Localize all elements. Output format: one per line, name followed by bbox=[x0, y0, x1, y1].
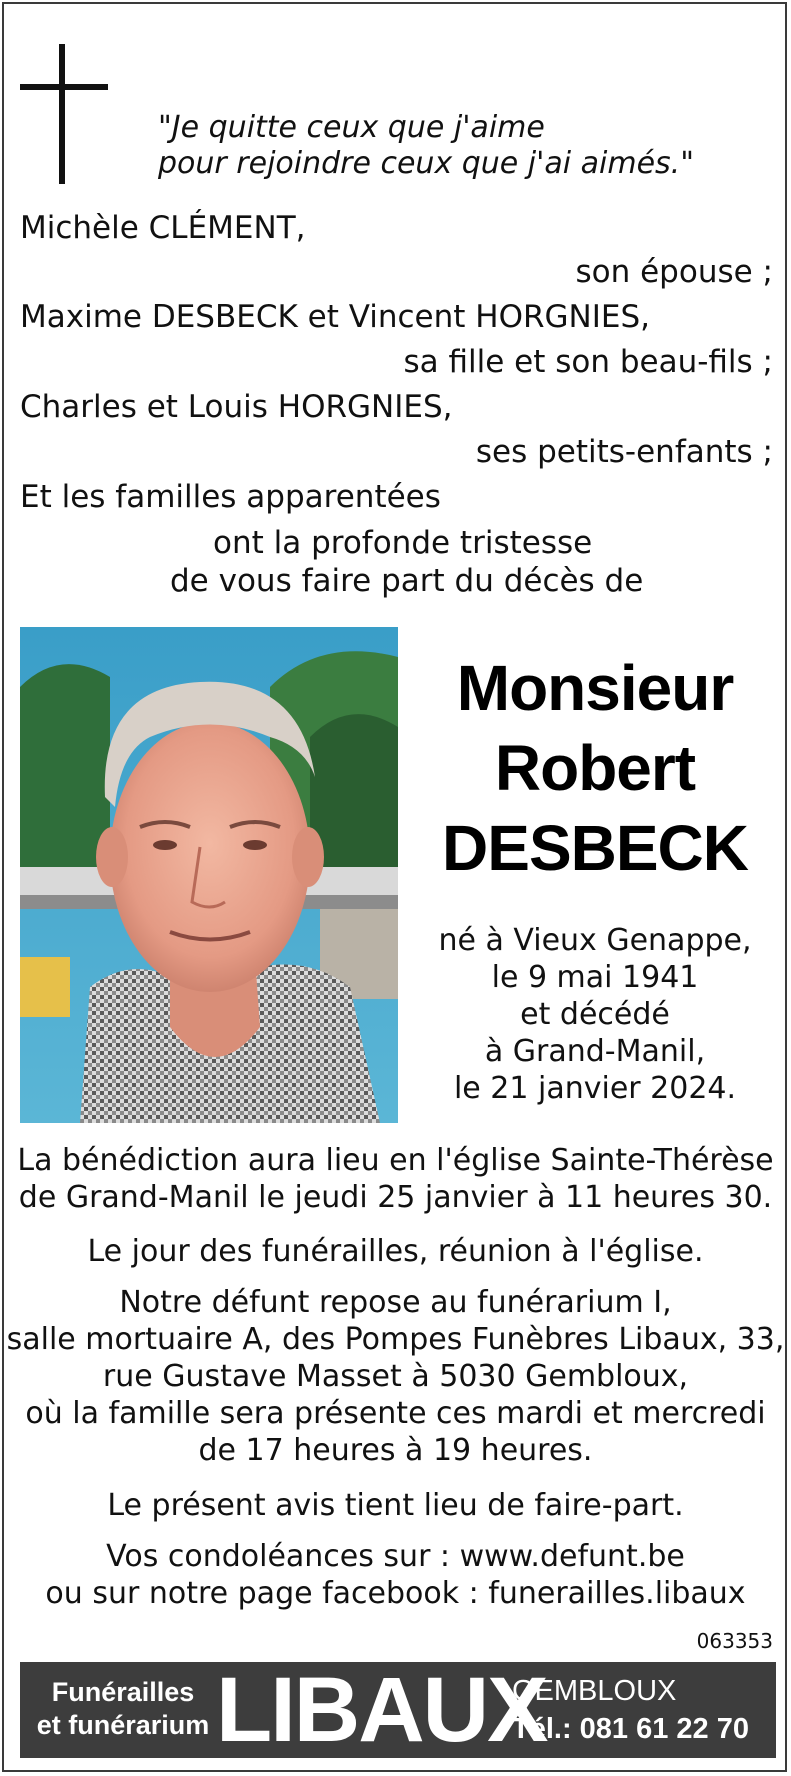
announcement-line-2: de vous faire part du décès de bbox=[170, 563, 644, 599]
deceased-title: Monsieur bbox=[456, 652, 734, 724]
rest-paragraph bbox=[0, 1284, 791, 1469]
family-name-3: Charles et Louis HORGNIES, bbox=[20, 389, 453, 425]
notice-paragraph bbox=[0, 1487, 791, 1524]
rest-line-4: où la famille sera présente ces mardi et mercredi bbox=[25, 1396, 766, 1431]
notice-line: Le présent avis tient lieu de faire-part. bbox=[107, 1488, 684, 1523]
blessing-line-2: de Grand-Manil le jeudi 25 janvier à 11 heures 30. bbox=[18, 1180, 773, 1215]
family-relation-1: son épouse ; bbox=[575, 254, 773, 290]
family-name-4: Et les familles apparentées bbox=[20, 479, 441, 515]
condolences-line-2: ou sur notre page facebook : funerailles.libaux bbox=[45, 1576, 746, 1611]
condolences-line-1: Vos condoléances sur : www.defunt.be bbox=[106, 1539, 685, 1574]
family-relation-3: ses petits-enfants ; bbox=[475, 434, 773, 470]
life-dates bbox=[410, 922, 780, 1107]
birth-date: le 9 mai 1941 bbox=[491, 960, 699, 995]
death-date: le 21 janvier 2024. bbox=[453, 1071, 737, 1106]
family-name-2: Maxime DESBECK et Vincent HORGNIES, bbox=[20, 299, 651, 335]
funeral-home-banner bbox=[20, 1659, 776, 1761]
banner-services-line-2: et funérarium bbox=[36, 1710, 210, 1740]
banner-services-line-1: Funérailles bbox=[51, 1677, 195, 1707]
family-relation-2: sa fille et son beau-fils ; bbox=[403, 344, 773, 380]
birth-place: né à Vieux Genappe, bbox=[438, 923, 752, 958]
death-place: à Grand-Manil, bbox=[484, 1034, 706, 1069]
deceased-name bbox=[410, 648, 780, 888]
quote-line-2: pour rejoindre ceux que j'ai aimés." bbox=[158, 146, 694, 181]
banner-contact bbox=[512, 1672, 749, 1748]
rest-line-3: rue Gustave Masset à 5030 Gembloux, bbox=[102, 1359, 689, 1394]
meeting-paragraph bbox=[0, 1233, 791, 1270]
quote-line-1: "Je quitte ceux que j'aime bbox=[158, 110, 545, 145]
meeting-line: Le jour des funérailles, réunion à l'église. bbox=[87, 1234, 704, 1269]
banner-services bbox=[28, 1676, 218, 1742]
portrait-photo bbox=[20, 627, 398, 1123]
rest-line-5: de 17 heures à 19 heures. bbox=[198, 1433, 593, 1468]
blessing-line-1: La bénédiction aura lieu en l'église Sainte-Thérèse bbox=[17, 1143, 774, 1178]
banner-city: GEMBLOUX bbox=[512, 1675, 677, 1707]
brand-logo: LIBAUX bbox=[216, 1659, 547, 1761]
condolences-paragraph bbox=[0, 1538, 791, 1612]
rest-line-1: Notre défunt repose au funérarium I, bbox=[119, 1285, 672, 1320]
reference-number: 063353 bbox=[696, 1629, 773, 1653]
deceased-last-name: DESBECK bbox=[442, 812, 748, 884]
family-name-1: Michèle CLÉMENT, bbox=[20, 210, 306, 246]
blessing-paragraph bbox=[0, 1142, 791, 1216]
rest-line-2: salle mortuaire A, des Pompes Funèbres Libaux, 33, bbox=[6, 1322, 785, 1357]
deceased-first-name: Robert bbox=[494, 732, 696, 804]
death-connector: et décédé bbox=[520, 997, 670, 1032]
epitaph-quote bbox=[158, 110, 694, 182]
announcement-line-1: ont la profonde tristesse bbox=[213, 525, 593, 561]
banner-phone: Tél.: 081 61 22 70 bbox=[512, 1713, 749, 1745]
